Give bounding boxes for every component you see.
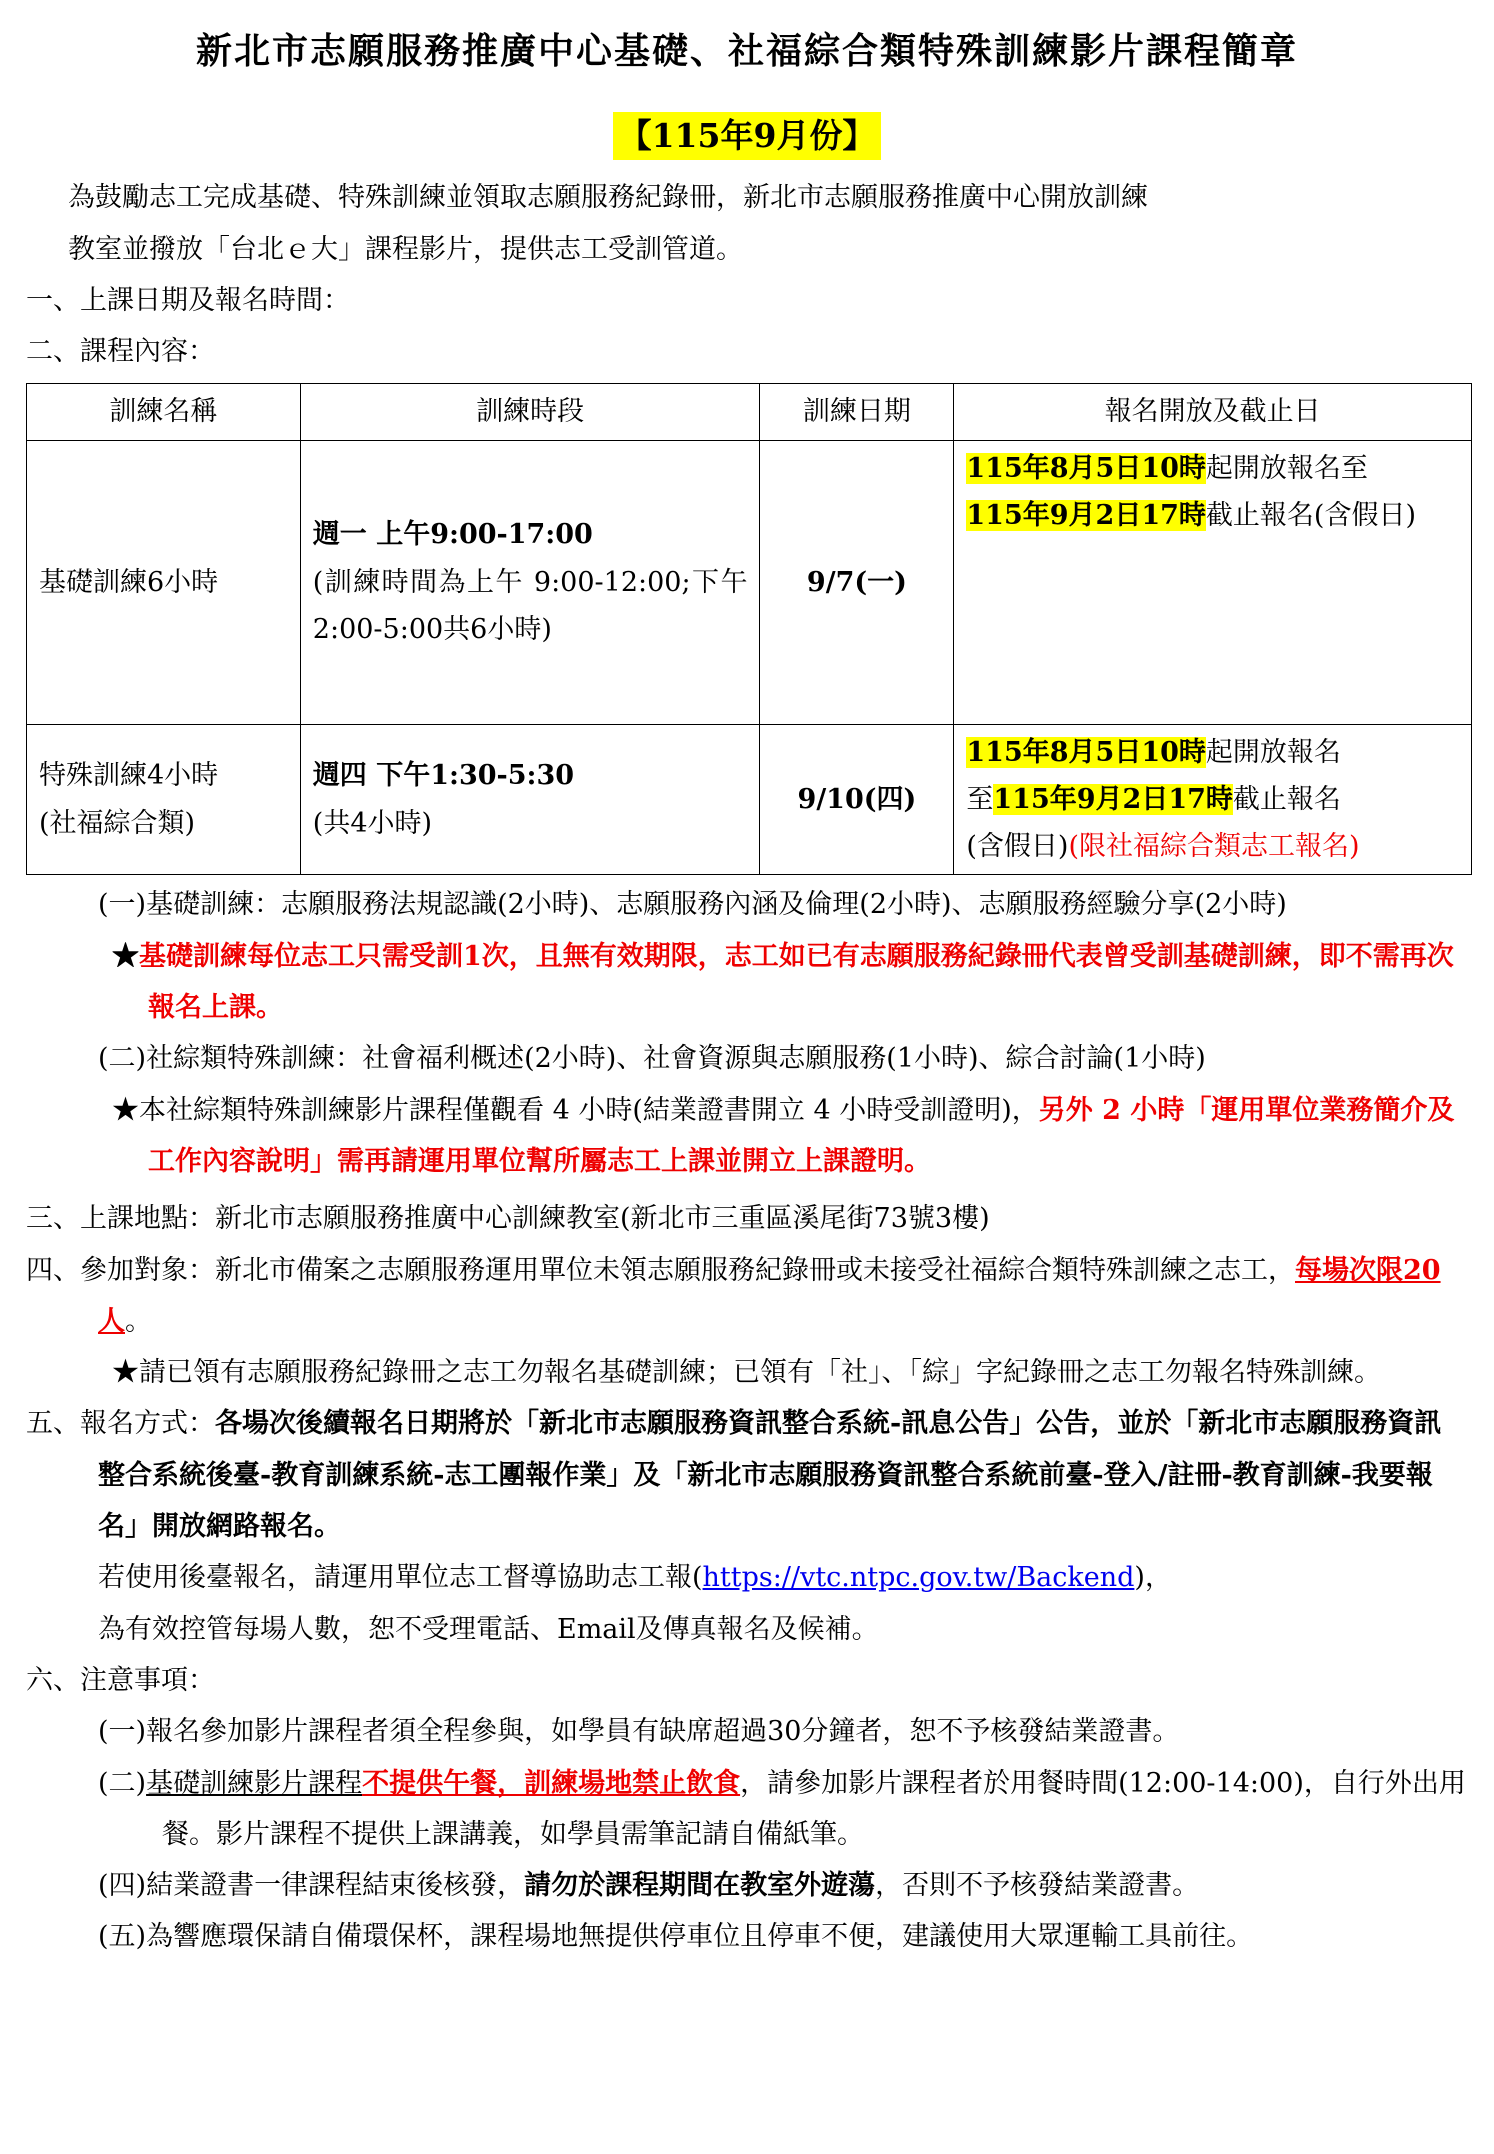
row2-open-date: 115年8月5日10時 (966, 736, 1206, 768)
section-5-registration (26, 1398, 1468, 1552)
header-registration: 報名開放及截止日 (954, 384, 1472, 440)
course-table (26, 383, 1472, 875)
row2-date: 9/10(四) (760, 724, 954, 875)
row2-restriction: (限社福綜合類志工報名) (1068, 831, 1360, 863)
row2-holiday: (含假日) (966, 831, 1069, 863)
intro-line-1: 為鼓勵志工完成基礎、特殊訓練並領取志願服務紀錄冊，新北市志願服務推廣中心開放訓練 (68, 182, 1148, 214)
star-note-1-text: 基礎訓練每位志工只需受訓1次，且無有效期限，志工如已有志願服務紀錄冊代表曾受訓基礎訓練，即不需再次報名上課。 (139, 940, 1454, 1024)
intro-line-2: 教室並撥放「台北ｅ大」課程影片，提供志工受訓管道。 (68, 233, 743, 265)
table-row (27, 724, 1472, 875)
row2-time (300, 724, 760, 875)
row1-name: 基礎訓練6小時 (27, 440, 301, 724)
row2-time-main: 週四 下午1:30-5:30 (312, 760, 575, 792)
row2-close-date: 115年9月2日17時 (993, 783, 1233, 815)
row1-open-date: 115年8月5日10時 (966, 452, 1206, 484)
star-icon: ★ (112, 1094, 139, 1126)
table-header-row (27, 384, 1472, 440)
row1-registration (954, 440, 1472, 724)
row2-close-prefix: 至 (966, 783, 994, 815)
row1-date: 9/7(一) (760, 440, 954, 724)
star-note-3-text: 請已領有志願服務紀錄冊之志工勿報名基礎訓練；已領有「社」、「綜」字紀錄冊之志工勿報名特殊訓練。 (139, 1357, 1381, 1389)
row1-close-text: 截止報名(含假日) (1205, 499, 1416, 531)
section-1-heading: 一、上課日期及報名時間： (26, 284, 350, 316)
section-5-note (26, 1552, 1468, 1603)
star-icon: ★ (112, 940, 139, 972)
section-2-heading: 二、課程內容： (26, 336, 215, 368)
header-name: 訓練名稱 (27, 384, 301, 440)
section-5-bold: 各場次後續報名日期將於「新北市志願服務資訊整合系統-訊息公告」公告，並於「新北市志願服務資訊整合系統後臺-教育訓練系統-志工團報作業」及「新北市志願服務資訊整合系統前臺-登入/註冊-教育訓練-我要報名」開放網路報名。 (98, 1408, 1442, 1543)
star-note-2-text: 本社綜類特殊訓練影片課程僅觀看 4 小時(結業證書開立 4 小時受訓證明)， (139, 1094, 1039, 1126)
section-4-end: 。 (125, 1305, 152, 1337)
star-note-1 (26, 931, 1468, 1034)
table-row (27, 440, 1472, 724)
note-4-text-b: ，否則不予核發結業證書。 (875, 1870, 1200, 1902)
row2-name-line2: (社福綜合類) (39, 807, 196, 839)
row2-open-text: 起開放報名 (1205, 736, 1341, 768)
row1-close-date: 115年9月2日17時 (966, 499, 1206, 531)
row2-registration (954, 724, 1472, 875)
header-date: 訓練日期 (760, 384, 954, 440)
note-4-text-a: (四)結業證書一律課程結束後核發， (98, 1870, 525, 1902)
note-2-underline: 基礎訓練影片課程 (146, 1767, 363, 1799)
note-4 (26, 1860, 1468, 1911)
note-5: (五)為響應環保請自備環保杯，課程場地無提供停車位且停車不便，建議使用大眾運輸工具前往。 (98, 1921, 1254, 1953)
backend-link[interactable]: https://vtc.ntpc.gov.tw/Backend (702, 1562, 1135, 1594)
note-2-prefix: (二) (98, 1767, 147, 1799)
row2-time-detail: (共4小時) (312, 807, 433, 839)
section-5-note2: )， (1134, 1562, 1172, 1594)
row1-open-text: 起開放報名至 (1205, 452, 1368, 484)
row2-name-line1: 特殊訓練4小時 (39, 760, 219, 792)
section-5-note1: 若使用後臺報名，請運用單位志工督導協助志工報( (98, 1562, 703, 1594)
row2-close-text: 截止報名 (1232, 783, 1341, 815)
section-5-label: 五、報名方式： (26, 1408, 215, 1440)
row1-time-detail: (訓練時間為上午 9:00-12:00;下午2:00-5:00共6小時) (312, 566, 748, 645)
star-note-3 (26, 1347, 1468, 1398)
star-icon: ★ (112, 1357, 139, 1389)
item-basic-training: (一)基礎訓練：志願服務法規認識(2小時)、志願服務內涵及倫理(2小時)、志願服務經驗分享(2小時) (98, 889, 1287, 921)
note-2 (26, 1758, 1468, 1861)
star-note-2 (26, 1085, 1468, 1188)
month-label: 【115年9月份】 (613, 112, 882, 160)
star-note-2-red: 另外 2 小時「運用單位業務簡介及工作內容說明」需再請運用單位幫所屬志工上課並開立上課證明。 (148, 1094, 1455, 1177)
section-5-note3: 為有效控管每場人數，恕不受理電話、Email及傳真報名及候補。 (98, 1613, 879, 1645)
row2-name (27, 724, 301, 875)
row1-time-main: 週一 上午9:00-17:00 (312, 519, 593, 551)
item-special-training: (二)社綜類特殊訓練：社會福利概述(2小時)、社會資源與志願服務(1小時)、綜合討論(1小時) (98, 1043, 1206, 1075)
note-4-bold: 請勿於課程期間在教室外遊蕩 (524, 1870, 876, 1902)
note-2-red: 不提供午餐，訓練場地禁止飲食 (362, 1767, 741, 1799)
header-time: 訓練時段 (300, 384, 760, 440)
section-6-heading: 六、注意事項： (26, 1664, 215, 1696)
section-4-target (26, 1245, 1468, 1348)
page-title: 新北市志願服務推廣中心基礎、社福綜合類特殊訓練影片課程簡章 (195, 30, 1298, 72)
row1-time (300, 440, 760, 724)
note-2-text: ，請參加影片課程者於用餐時間(12:00-14:00)，自行外出用餐。影片課程不提供上課講義，如學員需筆記請自備紙筆。 (162, 1767, 1466, 1850)
section-4-text: 四、參加對象：新北市備案之志願服務運用單位未領志願服務紀錄冊或未接受社福綜合類特殊訓練之志工， (26, 1254, 1295, 1286)
note-1: (一)報名參加影片課程者須全程參與，如學員有缺席超過30分鐘者，恕不予核發結業證書。 (98, 1716, 1180, 1748)
section-4-limit: 每場次限20人 (98, 1254, 1441, 1337)
section-3-location: 三、上課地點：新北市志願服務推廣中心訓練教室(新北市三重區溪尾街73號3樓) (26, 1203, 990, 1235)
